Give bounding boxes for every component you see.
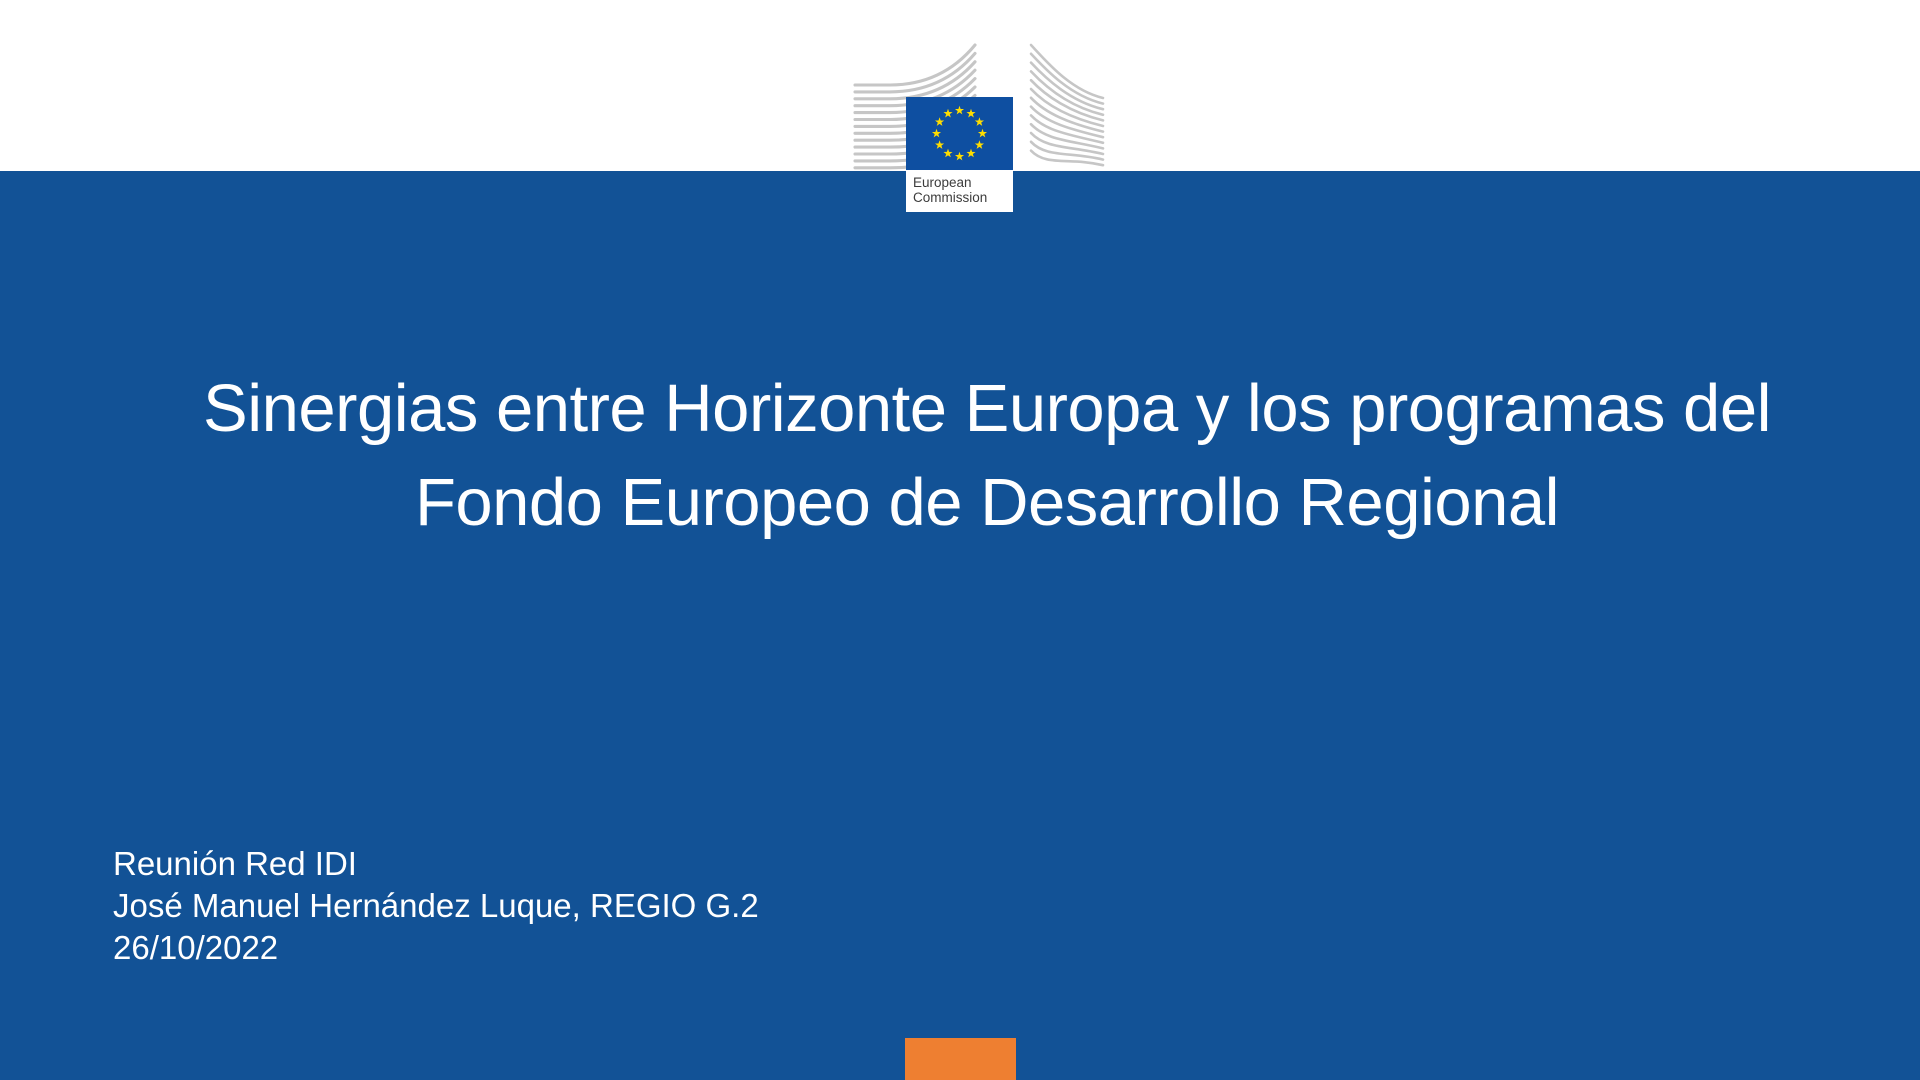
slide-date: 26/10/2022: [113, 929, 279, 966]
event-name: Reunión Red IDI: [113, 845, 357, 882]
author-name: José Manuel Hernández Luque, REGIO G.2: [113, 887, 759, 924]
slide-subtitle-block: [113, 843, 759, 969]
logo-right-stripes: [1031, 45, 1103, 165]
ec-logo-graphic: [850, 40, 1110, 212]
logo-wordmark-line2: Commission: [913, 190, 988, 205]
slide-title-line1: Sinergias entre Horizonte Europa y los programas del: [203, 371, 1771, 446]
logo-wordmark: [906, 170, 1013, 212]
logo-wordmark-line1: European: [913, 175, 972, 190]
orange-accent-bar: [905, 1038, 1016, 1080]
european-commission-logo: [850, 40, 1110, 212]
slide-title: [54, 362, 1920, 550]
slide-title-line2: Fondo Europeo de Desarrollo Regional: [414, 465, 1560, 540]
eu-flag-icon: [906, 97, 1013, 170]
